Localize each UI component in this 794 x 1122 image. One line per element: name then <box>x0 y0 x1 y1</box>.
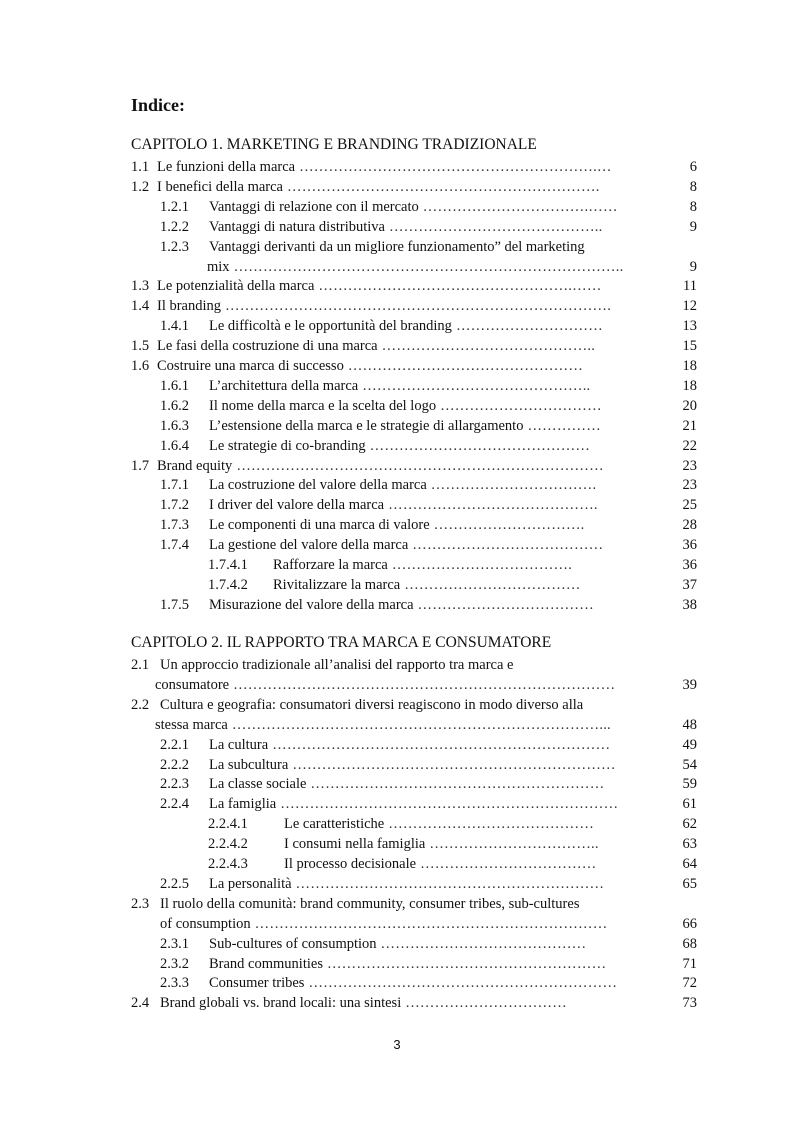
chapter-title: CAPITOLO 1. MARKETING E BRANDING TRADIZIONALE <box>131 136 537 153</box>
toc-entry-page: 61 <box>682 796 697 813</box>
toc-entry-page: 22 <box>682 437 697 454</box>
toc-entry-title: La gestione del valore della marca <box>209 537 409 554</box>
toc-leader-dots: …………… <box>527 417 601 434</box>
toc-entry-title: Le strategie di co-branding <box>209 437 366 454</box>
toc-leader-dots: …………………………………………………………………… <box>233 676 616 693</box>
toc-leader-dots: ……………………………… <box>417 596 594 613</box>
toc-leader-dots: …………………………………… <box>388 816 595 833</box>
toc-entry-number: 1.6.2 <box>160 397 189 414</box>
toc-leader-dots: ……………………………… <box>420 856 597 872</box>
toc-entry-number: 2.2.5 <box>160 875 189 892</box>
toc-entry-page: 73 <box>682 995 697 1012</box>
toc-entry-title: Misurazione del valore della marca <box>209 596 414 613</box>
toc-leader-dots: ………………………………… <box>412 537 604 554</box>
toc-leader-dots: …………………………………………………… <box>310 776 605 793</box>
toc-entry[interactable] <box>160 237 697 257</box>
toc-entry-page: 64 <box>682 856 697 872</box>
toc-leader-dots: ……………………………………. <box>388 497 598 514</box>
toc-entry-number: 2.3 <box>131 895 150 912</box>
toc-leader-dots: …………………………….…… <box>422 198 618 215</box>
toc-entry[interactable] <box>160 475 697 495</box>
toc-entry[interactable] <box>131 336 697 356</box>
toc-entry[interactable] <box>160 316 697 336</box>
toc-entry-page: 20 <box>682 397 697 414</box>
toc-entry-page: 13 <box>682 318 697 335</box>
toc-entry-title: Cultura e geografia: consumatori diversi reagiscono in modo diverso alla <box>160 696 584 713</box>
toc-entry-title: Vantaggi derivanti da un migliore funzionamento” del marketing <box>209 238 585 255</box>
toc-entry-number: 2.3.3 <box>160 975 189 992</box>
toc-leader-dots: ………………………… <box>455 318 603 335</box>
toc-entry[interactable] <box>160 874 697 894</box>
toc-entry-title: Rivitalizzare la marca <box>273 576 401 593</box>
toc-entry[interactable] <box>160 774 697 794</box>
toc-entry[interactable] <box>208 854 697 874</box>
toc-entry-title: Vantaggi di natura distributiva <box>209 218 385 235</box>
toc-entry-title: La cultura <box>209 736 269 753</box>
toc-leader-dots: ………………………………………………………………… <box>236 457 604 474</box>
toc-entry-number: 1.2.3 <box>160 238 189 255</box>
toc-entry[interactable] <box>160 495 697 515</box>
toc-leader-dots: …………………………………………………………… <box>280 796 619 813</box>
toc-entry-title: Un approccio tradizionale all’analisi del rapporto tra marca e <box>160 657 514 673</box>
toc-entry-number: 2.4 <box>131 995 150 1012</box>
toc-entry-title: L’architettura della marca <box>209 377 359 394</box>
toc-entry[interactable] <box>160 535 697 555</box>
toc-entry-page: 11 <box>683 278 697 295</box>
toc-entry[interactable] <box>160 197 697 217</box>
toc-leader-dots: …………………………… <box>440 397 602 414</box>
toc-entry[interactable] <box>160 794 697 814</box>
toc-entry-number: 2.2.4.3 <box>208 856 248 872</box>
toc-leader-dots: …………………………………….. <box>388 218 603 235</box>
toc-entry-number: 1.7.4.1 <box>208 557 248 573</box>
toc-entry[interactable] <box>160 376 697 396</box>
toc-entry-title: mix <box>207 258 230 275</box>
toc-entry[interactable] <box>160 436 697 456</box>
toc-entry[interactable] <box>160 595 697 615</box>
toc-entry-number: 1.6.3 <box>160 417 189 434</box>
toc-entry-title: I benefici della marca <box>157 178 283 195</box>
toc-leader-dots: …………………………………….. <box>381 338 596 355</box>
toc-leader-dots: ……………………………………………………… <box>308 975 618 992</box>
toc-entry-title: La classe sociale <box>209 776 307 793</box>
toc-entry[interactable] <box>160 954 697 974</box>
page-number: 3 <box>393 1037 401 1052</box>
toc-entry-number: 1.4 <box>131 298 150 315</box>
toc-leader-dots: ………………………………………………………. <box>287 178 600 195</box>
toc-entry-number: 1.3 <box>131 278 150 295</box>
toc-entry-title: stessa marca <box>155 716 228 733</box>
toc-entry-page: 9 <box>689 218 697 235</box>
toc-entry-title: Vantaggi di relazione con il mercato <box>209 198 419 215</box>
toc-entry-title: Rafforzare la marca <box>273 557 388 573</box>
toc-leader-dots: ……………………………………………………………… <box>254 915 608 932</box>
toc-leader-dots: ……………………………………………………… <box>295 875 605 892</box>
toc-entry[interactable] <box>131 177 697 197</box>
toc-entry-number: 2.2.1 <box>160 736 189 753</box>
toc-entry-title: Le componenti di una marca di valore <box>209 517 430 534</box>
toc-entry[interactable] <box>131 356 697 376</box>
toc-entry-title: La personalità <box>209 875 292 892</box>
toc-entry-page: 21 <box>682 417 697 434</box>
toc-entry-page: 59 <box>682 776 697 793</box>
toc-leader-dots: …………………………………………………………………... <box>231 716 611 733</box>
toc-entry-number: 1.1 <box>131 159 150 175</box>
toc-leader-dots: ……………………………. <box>430 477 597 494</box>
toc-entry[interactable] <box>155 675 697 695</box>
toc-entry-number: 1.2 <box>131 178 150 195</box>
toc-leader-dots: ……………………………… <box>404 576 581 593</box>
toc-entry-page: 23 <box>682 457 697 474</box>
toc-entry-number: 2.1 <box>131 657 150 673</box>
toc-entry[interactable] <box>131 695 697 715</box>
toc-entry-page: 68 <box>682 935 697 952</box>
toc-entry[interactable] <box>160 934 697 954</box>
toc-entry-page: 71 <box>682 955 697 972</box>
toc-entry-page: 6 <box>689 159 697 175</box>
toc-entry-number: 1.7 <box>131 457 150 474</box>
toc-entry-title: Brand globali vs. brand locali: una sintesi <box>160 995 402 1012</box>
toc-entry-page: 39 <box>682 676 697 693</box>
toc-entry-title: Sub-cultures of consumption <box>209 935 377 952</box>
toc-entry-page: 12 <box>682 298 697 315</box>
toc-entry-page: 18 <box>682 377 697 394</box>
toc-entry-title: Consumer tribes <box>209 975 305 992</box>
toc-entry[interactable] <box>131 296 697 316</box>
toc-entry[interactable] <box>160 973 697 993</box>
toc-entry-page: 54 <box>682 756 697 773</box>
toc-entry-title: I consumi nella famiglia <box>284 836 426 853</box>
toc-entry[interactable] <box>155 715 697 735</box>
toc-entry-page: 9 <box>689 258 697 275</box>
toc-leader-dots: …………………………………… <box>380 935 587 952</box>
toc-entry[interactable] <box>131 456 697 476</box>
toc-entry-title: Le potenzialità della marca <box>157 278 315 295</box>
toc-entry-page: 66 <box>682 915 697 932</box>
toc-entry[interactable] <box>208 814 697 834</box>
toc-entry-page: 37 <box>682 576 697 593</box>
toc-entry-page: 18 <box>682 358 697 374</box>
toc-entry[interactable] <box>160 914 697 934</box>
toc-entry-page: 15 <box>682 338 697 355</box>
toc-entry[interactable] <box>208 575 697 595</box>
toc-entry-title: Costruire una marca di successo <box>157 358 344 374</box>
toc-entry-title: Brand communities <box>209 955 323 972</box>
toc-entry-number: 1.7.4 <box>160 537 189 554</box>
toc-entry[interactable] <box>131 157 697 177</box>
toc-entry-number: 1.7.4.2 <box>208 576 248 593</box>
toc-entry-number: 2.2.3 <box>160 776 189 793</box>
toc-entry-number: 1.5 <box>131 338 150 355</box>
toc-entry-number: 2.3.2 <box>160 955 189 972</box>
toc-leader-dots: ………………………………………………………… <box>292 756 616 773</box>
toc-entry[interactable] <box>208 834 697 854</box>
toc-entry-title: La costruzione del valore della marca <box>209 477 427 494</box>
toc-entry-page: 36 <box>682 537 697 554</box>
toc-entry[interactable] <box>208 555 697 575</box>
toc-entry-title: Le funzioni della marca <box>157 159 296 175</box>
toc-entry-page: 8 <box>689 178 697 195</box>
toc-entry-page: 72 <box>682 975 697 992</box>
toc-leader-dots: ………………………………. <box>391 557 573 573</box>
toc-leader-dots: ……………………………………….. <box>362 377 591 394</box>
toc-entry[interactable] <box>131 993 697 1013</box>
toc-leader-dots: …………………………….. <box>429 836 599 853</box>
toc-entry-number: 1.2.2 <box>160 218 189 235</box>
toc-entry-number: 1.4.1 <box>160 318 189 335</box>
toc-entry-title: Il nome della marca e la scelta del logo <box>209 397 437 414</box>
toc-entry-page: 8 <box>689 198 697 215</box>
toc-leader-dots: ……………………………………………………………………. <box>225 298 612 315</box>
toc-leader-dots: …………………………………………….…… <box>318 278 602 295</box>
toc-entry[interactable] <box>131 894 697 914</box>
toc-entry-number: 2.3.1 <box>160 935 189 952</box>
toc-entry[interactable] <box>160 755 697 775</box>
toc-entry-number: 1.7.5 <box>160 596 189 613</box>
toc-leader-dots: ………………………………………………… <box>326 955 607 972</box>
chapter-title: CAPITOLO 2. IL RAPPORTO TRA MARCA E CONSUMATORE <box>131 634 552 651</box>
toc-entry-title: Le fasi della costruzione di una marca <box>157 338 378 355</box>
toc-leader-dots: …………………………… <box>405 995 567 1012</box>
toc-entry-number: 1.6.4 <box>160 437 189 454</box>
toc-entry-page: 49 <box>682 736 697 753</box>
toc-entry-title: Il branding <box>157 298 222 315</box>
toc-entry-page: 63 <box>682 836 697 853</box>
toc-entry-title: Brand equity <box>157 457 233 474</box>
toc-heading: Indice: <box>131 95 185 115</box>
toc-entry-page: 38 <box>682 596 697 613</box>
toc-leader-dots: ……………………………………… <box>369 437 591 454</box>
toc-entry-page: 62 <box>682 816 697 833</box>
toc-entry[interactable] <box>160 735 697 755</box>
toc-entry-title: La subcultura <box>209 756 289 773</box>
toc-entry-title: Il ruolo della comunità: brand community, consumer tribes, sub-cultures <box>160 895 580 912</box>
toc-leader-dots: …………………………………………………………… <box>272 736 611 753</box>
toc-entry-page: 65 <box>682 875 697 892</box>
toc-entry-title: consumatore <box>155 676 230 693</box>
toc-entry-title: Le difficoltà e le opportunità del branding <box>209 318 452 335</box>
toc-entry-number: 2.2.4.1 <box>208 816 248 833</box>
toc-entry-number: 1.7.1 <box>160 477 189 494</box>
toc-entry-number: 2.2.4.2 <box>208 836 248 853</box>
toc-entry-number: 1.7.2 <box>160 497 189 514</box>
toc-entry-number: 1.6 <box>131 358 150 374</box>
toc-entry-number: 1.6.1 <box>160 377 189 394</box>
toc-entry[interactable] <box>207 257 697 277</box>
toc-entry-title: Il processo decisionale <box>284 856 417 872</box>
toc-entry-number: 2.2 <box>131 696 150 713</box>
toc-leader-dots: …………………………. <box>433 517 585 534</box>
toc-entry-number: 1.2.1 <box>160 198 189 215</box>
toc-leader-dots: …………………………………………………………………….. <box>233 258 624 275</box>
toc-entry-title: La famiglia <box>209 796 277 813</box>
toc-entry-title: I driver del valore della marca <box>209 497 385 514</box>
toc-entry-page: 23 <box>682 477 697 494</box>
toc-entry-number: 2.2.2 <box>160 756 189 773</box>
toc-entry[interactable] <box>160 396 697 416</box>
toc-entry-title: L’estensione della marca e le strategie di allargamento <box>209 417 524 434</box>
toc-entry-number: 1.7.3 <box>160 517 189 534</box>
toc-entry[interactable] <box>160 217 697 237</box>
toc-leader-dots: …………………………………………………….… <box>299 159 612 175</box>
toc-entry-page: 25 <box>682 497 697 514</box>
toc-entry[interactable] <box>131 655 697 675</box>
toc-entry[interactable] <box>160 416 697 436</box>
toc-entry-title: of consumption <box>160 915 251 932</box>
toc-leader-dots: ………………………………………… <box>347 358 584 374</box>
toc-entry-page: 48 <box>682 716 697 733</box>
toc-entry[interactable] <box>160 515 697 535</box>
toc-entry[interactable] <box>131 276 697 296</box>
toc-entry-title: Le caratteristiche <box>284 816 385 833</box>
toc-entry-number: 2.2.4 <box>160 796 189 813</box>
toc-entry-page: 36 <box>682 557 697 573</box>
toc-entry-page: 28 <box>682 517 697 534</box>
